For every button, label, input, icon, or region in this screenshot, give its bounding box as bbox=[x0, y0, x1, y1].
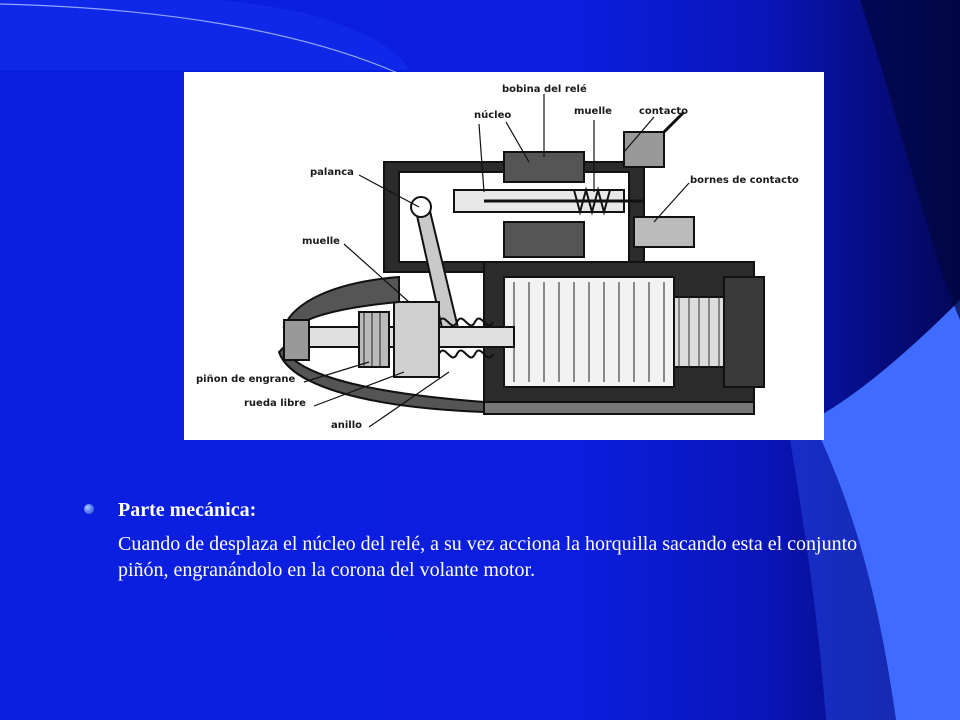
label-nucleo: núcleo bbox=[474, 110, 512, 121]
label-bobina-rele: bobina del relé bbox=[502, 84, 587, 95]
section-body: Cuando de desplaza el núcleo del relé, a su vez acciona la horquilla sacando esta el conjunto piñón, engranándolo en la corona del volante motor. bbox=[118, 533, 858, 581]
label-palanca: palanca bbox=[310, 167, 354, 178]
label-anillo: anillo bbox=[331, 420, 363, 431]
starter-motor-illustration bbox=[184, 72, 824, 440]
label-contacto: contacto bbox=[639, 106, 689, 117]
bullet-icon bbox=[84, 504, 94, 514]
label-pinon-engrane: piñon de engrane bbox=[196, 374, 296, 385]
section-heading: Parte mecánica: bbox=[118, 499, 257, 521]
label-muelle-top: muelle bbox=[574, 106, 612, 117]
label-muelle-left: muelle bbox=[302, 236, 340, 247]
starter-motor-diagram bbox=[184, 72, 824, 440]
label-bornes-contacto: bornes de contacto bbox=[690, 175, 799, 186]
label-rueda-libre: rueda libre bbox=[244, 398, 306, 409]
